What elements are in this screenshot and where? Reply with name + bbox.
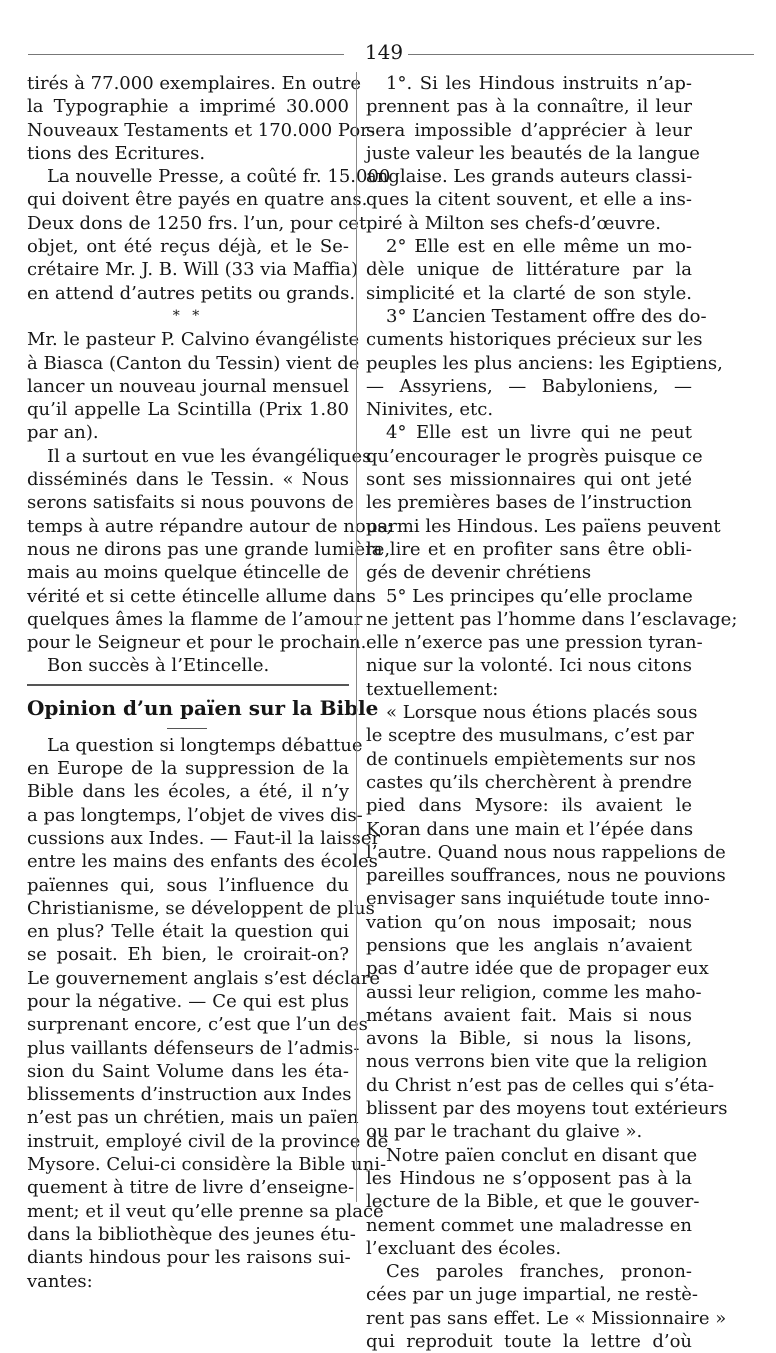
left-column-text-line: plus vaillants défenseurs de l’admis- [27, 1037, 360, 1059]
header-rule-right [408, 54, 754, 55]
right-column-text-line: elle n’exerce pas une pression tyran- [366, 632, 703, 654]
header-rule-left [28, 54, 344, 55]
left-column-text-line: Le gouvernement anglais s’est déclaré [27, 967, 381, 989]
left-column-text-line: en Europe de la suppression de la [27, 758, 349, 780]
page-number: 149 [364, 40, 404, 64]
left-column-text-line: par an). [27, 422, 99, 444]
left-column-text-line: entre les mains des enfants des écoles [27, 851, 378, 873]
right-column-text-line: vation qu’on nous imposait; nous [366, 911, 692, 933]
left-column-text-line: mais au moins quelque étincelle de [27, 562, 349, 584]
right-column-text-line: sera impossible d’apprécier à leur [366, 119, 692, 141]
left-column-text-line: a pas longtemps, l’objet de vives dis- [27, 804, 363, 826]
right-column-text-line: 4° Elle est un livre qui ne peut [386, 422, 692, 444]
section-rule [27, 678, 349, 692]
right-column-text-line: aussi leur religion, comme les maho- [366, 981, 702, 1003]
right-column-text-line: anglaise. Les grands auteurs classi- [366, 166, 693, 188]
left-column-text-line: vantes: [27, 1270, 93, 1292]
right-column-text-line: Koran dans une main et l’épée dans [366, 818, 694, 840]
right-column-text-line: castes qu’ils cherchèrent à prendre [366, 771, 692, 793]
left-column-text-line: qu’il appelle La Scintilla (Prix 1.80 [27, 399, 349, 421]
right-column-text-line: 3° L’ancien Testament offre des do- [386, 305, 707, 327]
right-column-text-line: Ces paroles franches, pronon- [386, 1261, 692, 1283]
page-header [28, 40, 754, 68]
right-column-text-line: juste valeur les beautés de la langue [366, 142, 700, 164]
right-column-text-line: rent pas sans effet. Le « Missionnaire » [366, 1307, 727, 1329]
right-column-text-line: les premières bases de l’instruction [366, 492, 692, 514]
right-column-text-line: lecture de la Bible, et que le gouver- [366, 1191, 700, 1213]
left-column-text-line: objet, ont été reçus déjà, et le Se- [27, 236, 349, 258]
left-column-text-line: sion du Saint Volume dans les éta- [27, 1060, 349, 1082]
right-column-text-line: avons la Bible, si nous la lisons, [366, 1028, 692, 1050]
left-column-text-line: en attend d’autres petits ou grands. [27, 282, 356, 304]
right-column-text-line: ou par le trachant du glaive ». [366, 1121, 643, 1143]
article-heading: Opinion d’un païen sur la Bible [27, 695, 379, 720]
left-column-text-line: lancer un nouveau journal mensuel [27, 375, 349, 397]
right-column-text-line: parmi les Hindous. Les païens peuvent [366, 515, 721, 537]
left-column-text-line: Mr. le pasteur P. Calvino évangéliste [27, 329, 360, 351]
left-column [27, 72, 393, 1293]
left-column-text-line: nous ne dirons pas une grande lumière, [27, 538, 391, 560]
left-column-text-line: temps à autre répandre autour de nous; [27, 515, 393, 537]
left-column-text-line: quement à titre de livre d’enseigne- [27, 1177, 355, 1199]
left-column-text-line: la Typographie a imprimé 30.000 [27, 96, 349, 118]
right-column-text-line: l’autre. Quand nous nous rappelions de [366, 841, 726, 863]
left-column-text-line: dans la bibliothèque des jeunes étu- [27, 1223, 356, 1245]
right-column-text-line: prennent pas à la connaître, il leur [366, 96, 692, 118]
right-column-text-line: les Hindous ne s’opposent pas à la [366, 1167, 692, 1189]
right-column-text-line: nique sur la volonté. Ici nous citons [366, 655, 692, 677]
left-column-text-line: disséminés dans le Tessin. « Nous [27, 469, 349, 491]
left-column-text-line: cussions aux Indes. — Faut-il la laisser [27, 827, 381, 849]
right-column-text-line: cuments historiques précieux sur les [366, 329, 703, 351]
left-column-text-line: blissements d’instruction aux Indes [27, 1084, 352, 1106]
right-column-text-line: — Assyriens, — Babyloniens, — [366, 375, 692, 397]
right-column-text-line: dèle unique de littérature par la [366, 259, 692, 281]
right-column-text-line: piré à Milton ses chefs-d’œuvre. [366, 212, 661, 234]
right-column-text-line: ques la citent souvent, et elle a ins- [366, 189, 692, 211]
section-asterisks: * * [172, 307, 204, 324]
left-column-text-line: Bible dans les écoles, a été, il n’y [27, 781, 349, 803]
right-column-text-line: simplicité et la clarté de son style. [366, 282, 692, 304]
left-column-text-line: se posait. Eh bien, le croirait-on? [27, 944, 349, 966]
left-column-text-line: en plus? Telle était la question qui [27, 921, 349, 943]
right-column-text-line: nement commet une maladresse en [366, 1214, 692, 1236]
right-column-text-line: l’excluant des écoles. [366, 1237, 562, 1259]
left-column-text-line: diants hindous pour les raisons sui- [27, 1247, 351, 1269]
left-column-text-line: La question si longtemps débattue [47, 734, 363, 756]
left-column-text-line: vérité et si cette étincelle allume dans [27, 585, 376, 607]
left-column-text-line: qui doivent être payés en quatre ans. [27, 189, 368, 211]
right-column-text-line: métans avaient fait. Mais si nous [366, 1004, 692, 1026]
right-column-text-line: qui reproduit toute la lettre d’où [366, 1331, 692, 1353]
right-column [366, 72, 738, 1353]
left-column-text-line: quelques âmes la flamme de l’amour [27, 608, 363, 630]
right-column-text-line: envisager sans inquiétude toute inno- [366, 888, 710, 910]
left-column-text-line: ment; et il veut qu’elle prenne sa place [27, 1200, 384, 1222]
right-column-text-line: pensions que les anglais n’avaient [366, 934, 692, 956]
right-column-text-line: 5° Les principes qu’elle proclame [386, 585, 693, 607]
left-column-text-line: pour la négative. — Ce qui est plus [27, 990, 349, 1012]
right-column-text-line: qu’encourager le progrès puisque ce [366, 445, 703, 467]
left-column-text-line: serons satisfaits si nous pouvons de [27, 492, 354, 514]
left-column-text-line: Christianisme, se développent de plus [27, 897, 375, 919]
right-column-text-line: sont ses missionnaires qui ont jeté [366, 469, 692, 491]
right-column-text-line: pareilles souffrances, nous ne pouvions [366, 865, 726, 887]
left-column-text-line: instruit, employé civil de la province de [27, 1130, 389, 1152]
left-column-text-line: crétaire Mr. J. B. Will (33 via Maffia) [27, 259, 359, 281]
right-column-text-line: pas d’autre idée que de propager eux [366, 958, 709, 980]
right-column-text-line: cées par un juge impartial, ne restè- [366, 1284, 698, 1306]
left-column-text-line: pour le Seigneur et pour le prochain. [27, 632, 367, 654]
right-column-text-line: blissent par des moyens tout extérieurs [366, 1098, 728, 1120]
right-column-text-line: pied dans Mysore: ils avaient le [366, 795, 692, 817]
right-column-text-line: Notre païen conclut en disant que [386, 1144, 698, 1166]
right-column-text-line: 2° Elle est en elle même un mo- [386, 236, 692, 258]
left-column-text-line: Nouveaux Testaments et 170.000 Por- [27, 119, 375, 141]
right-column-text-line: la lire et en profiter sans être obli- [366, 538, 692, 560]
right-column-text-line: de continuels empiètements sur nos [366, 748, 696, 770]
right-column-text-line: le sceptre des musulmans, c’est par [366, 725, 694, 747]
right-column-text-line: Ninivites, etc. [366, 399, 494, 421]
right-column-text-line: ne jettent pas l’homme dans l’esclavage; [366, 608, 738, 630]
left-column-text-line: Bon succès à l’Etincelle. [47, 655, 270, 677]
left-column-text-line: à Biasca (Canton du Tessin) vient de [27, 352, 360, 374]
right-column-text-line: peuples les plus anciens: les Egiptiens, [366, 352, 723, 374]
left-column-text-line: tions des Ecritures. [27, 142, 206, 164]
left-column-text-line: Il a surtout en vue les évangéliques [47, 445, 372, 467]
right-column-text-line: « Lorsque nous étions placés sous [386, 702, 698, 724]
left-column-text-line: n’est pas un chrétien, mais un païen [27, 1107, 359, 1129]
right-column-text-line: 1°. Si les Hindous instruits n’ap- [386, 73, 692, 94]
right-column-text-line: gés de devenir chrétiens [366, 562, 592, 584]
heading-short-rule [27, 724, 349, 734]
left-column-text-line: Deux dons de 1250 frs. l’un, pour cet [27, 212, 367, 234]
left-column-text-line: Mysore. Celui-ci considère la Bible uni- [27, 1154, 387, 1176]
column-divider [356, 72, 357, 1202]
right-column-text-line: textuellement: [366, 678, 499, 700]
left-column-text-line: tirés à 77.000 exemplaires. En outre [27, 73, 361, 94]
left-column-text-line: La nouvelle Presse, a coûté fr. 15.000 [47, 166, 391, 188]
left-column-text-line: païennes qui, sous l’influence du [27, 874, 349, 896]
right-column-text-line: du Christ n’est pas de celles qui s’éta- [366, 1074, 715, 1096]
right-column-text-line: nous verrons bien vite que la religion [366, 1051, 708, 1073]
left-column-text-line: surprenant encore, c’est que l’un des [27, 1014, 368, 1036]
